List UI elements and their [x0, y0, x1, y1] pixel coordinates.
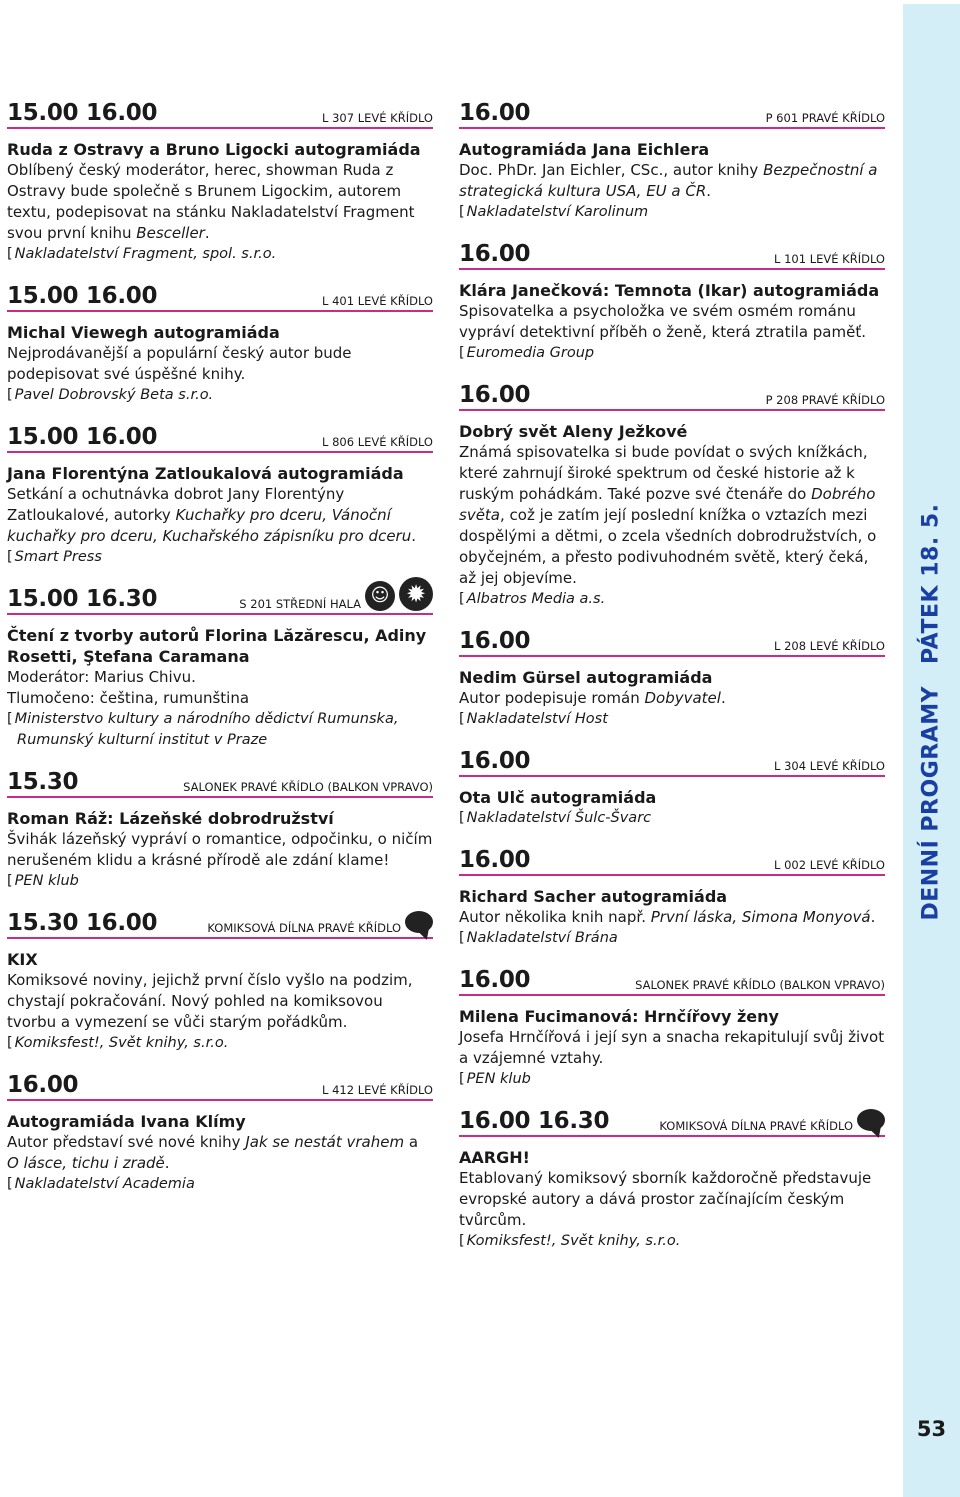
star-burst-icon: ✹ — [399, 577, 433, 611]
event-venue: KOMIKSOVÁ DÍLNA PRAVÉ KŘÍDLO — [659, 1119, 853, 1133]
event-header — [7, 580, 433, 615]
venue-group — [774, 858, 885, 872]
speech-bubble-icon — [857, 1109, 885, 1131]
description-segment: Besceller — [136, 224, 205, 242]
section-label: DENNÍ PROGRAMY — [918, 685, 944, 921]
event-time: 15.00 16.00 — [7, 283, 158, 309]
bracket-mark: [ — [459, 1233, 465, 1249]
event-entry — [459, 382, 885, 610]
event-description — [459, 688, 885, 709]
description-segment: Autor podepisuje román — [459, 689, 645, 707]
publisher-name: Nakladatelství Fragment, spol. s.r.o. — [14, 246, 277, 262]
event-title: Roman Ráž: Lázeňské dobrodružství — [7, 809, 334, 828]
description-segment: Jak se nestát vrahem — [245, 1133, 405, 1151]
event-title: Nedim Gürsel autogramiáda — [459, 668, 713, 687]
event-title: Autogramiáda Jana Eichlera — [459, 140, 710, 159]
event-venue: L 401 LEVÉ KŘÍDLO — [322, 294, 433, 308]
event-entry — [7, 580, 433, 751]
event-publisher — [7, 1174, 433, 1195]
event-header — [7, 769, 433, 798]
bracket-mark: [ — [7, 1176, 13, 1192]
event-entry — [7, 424, 433, 568]
event-publisher — [459, 808, 885, 829]
event-title: Milena Fucimanová: Hrnčířovy ženy — [459, 1007, 779, 1026]
event-publisher — [459, 589, 885, 610]
event-venue: P 208 PRAVÉ KŘÍDLO — [765, 393, 885, 407]
publisher-name: Nakladatelství Brána — [466, 930, 618, 946]
publisher-name: Nakladatelství Šulc-Švarc — [466, 810, 652, 826]
event-description — [459, 907, 885, 928]
event-time: 16.00 16.30 — [459, 1108, 610, 1134]
description-segment: Spisovatelka a psycholožka ve svém osmém románu vypráví detektivní příběh o ženě, která ztratila paměť. — [459, 302, 866, 341]
event-title: Ruda z Ostravy a Bruno Ligocki autogramiáda — [7, 140, 421, 159]
side-label — [919, 503, 944, 920]
event-time: 15.30 — [7, 769, 79, 795]
event-time: 16.00 — [459, 382, 531, 408]
event-description — [459, 160, 885, 202]
speech-bubble-icon — [405, 911, 433, 933]
description-segment: . — [411, 527, 417, 545]
event-venue: L 208 LEVÉ KŘÍDLO — [774, 639, 885, 653]
page-number: 53 — [916, 1417, 947, 1441]
event-publisher — [459, 202, 885, 223]
event-description — [459, 301, 885, 343]
left-column — [7, 100, 433, 1213]
publisher-name: Rumunský kulturní institut v Praze — [17, 732, 268, 748]
event-description — [459, 442, 885, 589]
bracket-mark: [ — [7, 873, 13, 889]
event-time: 16.00 — [459, 967, 531, 993]
event-header — [7, 424, 433, 453]
event-publisher — [7, 385, 433, 406]
event-entry — [7, 910, 433, 1054]
event-entry — [459, 748, 885, 829]
event-venue: L 806 LEVÉ KŘÍDLO — [322, 435, 433, 449]
description-segment: . — [204, 224, 210, 242]
event-header — [459, 1108, 885, 1137]
event-description — [7, 160, 433, 244]
description-segment: Dobrého světa — [459, 485, 876, 524]
bracket-mark: [ — [7, 1035, 13, 1051]
event-header — [459, 748, 885, 777]
event-header — [459, 382, 885, 411]
event-time: 16.00 — [459, 748, 531, 774]
description-segment: Oblíbený český moderátor, herec, showman Ruda z Ostravy bude společně s Brunem Ligockim, autorem textu, podepisovat na stánku Nakladatelství Fragment svou první knihu — [7, 161, 415, 242]
bracket-mark: [ — [7, 549, 13, 565]
event-header — [459, 847, 885, 876]
event-description — [7, 343, 433, 385]
description-segment: . — [164, 1154, 170, 1172]
event-time: 16.00 — [459, 100, 531, 126]
publisher-name: Nakladatelství Academia — [14, 1176, 195, 1192]
event-publisher — [459, 928, 885, 949]
event-header — [459, 628, 885, 657]
event-publisher — [459, 343, 885, 364]
description-segment: Josefa Hrnčířová i její syn a snacha rekapitulují svůj život a vzájemné vztahy. — [459, 1028, 885, 1067]
event-time: 16.00 — [459, 241, 531, 267]
event-description — [7, 484, 433, 547]
publisher-name: Komiksfest!, Svět knihy, s.r.o. — [14, 1035, 229, 1051]
venue-group — [183, 780, 433, 794]
event-description — [7, 829, 433, 871]
description-segment: První láska, Simona Monyová — [650, 908, 871, 926]
description-segment: Švihák lázeňský vypráví o romantice, odpočinku, o ničím nerušeném klidu a krásné přírodě ale zdání klame! — [7, 830, 433, 869]
event-time: 16.00 — [459, 628, 531, 654]
event-title: Ota Ulč autogramiáda — [459, 788, 657, 807]
event-header — [459, 967, 885, 996]
event-venue: L 002 LEVÉ KŘÍDLO — [774, 858, 885, 872]
event-time: 15.30 16.00 — [7, 910, 158, 936]
venue-group — [774, 639, 885, 653]
event-entry — [459, 241, 885, 364]
description-segment: O lásce, tichu i zradě — [7, 1154, 165, 1172]
event-venue: L 307 LEVÉ KŘÍDLO — [322, 111, 433, 125]
event-entry — [459, 1108, 885, 1252]
event-venue: SALONEK PRAVÉ KŘÍDLO (BALKON VPRAVO) — [183, 780, 433, 794]
venue-group — [659, 1109, 885, 1133]
event-title: Richard Sacher autogramiáda — [459, 887, 728, 906]
event-publisher — [7, 244, 433, 265]
venue-group — [774, 759, 885, 773]
event-entry — [7, 283, 433, 406]
description-segment: a — [404, 1133, 419, 1151]
event-publisher — [459, 1231, 885, 1252]
event-header — [7, 283, 433, 312]
event-publisher — [7, 547, 433, 568]
description-segment: Dobyvatel — [644, 689, 721, 707]
event-title: Michal Viewegh autogramiáda — [7, 323, 280, 342]
event-description — [459, 1027, 885, 1069]
description-segment: Moderátor: Marius Chivu. — [7, 668, 196, 686]
description-segment: Známá spisovatelka si bude povídat o svých knížkách, které zahrnují široké spektrum od české historie až k ruským pohádkám. Také pozve své čtenáře do — [459, 443, 868, 503]
event-title: Autogramiáda Ivana Klímy — [7, 1112, 246, 1131]
event-entry — [7, 1072, 433, 1195]
event-time: 15.00 16.00 — [7, 100, 158, 126]
bracket-mark: [ — [459, 345, 465, 361]
description-segment: . — [706, 182, 712, 200]
description-segment: Nejprodávanější a populární český autor bude podepisovat své úspěšné knihy. — [7, 344, 352, 383]
reading-head-icon: ☺ — [365, 581, 395, 611]
venue-group — [322, 435, 433, 449]
publisher-name: Nakladatelství Host — [466, 711, 608, 727]
venue-group — [766, 111, 885, 125]
event-title: Klára Janečková: Temnota (Ikar) autogramiáda — [459, 281, 880, 300]
event-header — [7, 100, 433, 129]
description-segment: , což je zatím její poslední knížka o vztazích mezi dospělými a dětmi, o zcela všedních dobrodružstvích, o obyčejném, a přesto podivuhodném světě, který čeká, až jej objevíme. — [459, 506, 877, 587]
event-title: KIX — [7, 950, 38, 969]
event-publisher — [7, 709, 433, 730]
publisher-name: Pavel Dobrovský Beta s.r.o. — [14, 387, 214, 403]
bracket-mark: [ — [459, 1071, 465, 1087]
publisher-name: PEN klub — [466, 1071, 531, 1087]
bracket-mark: [ — [7, 387, 13, 403]
description-segment: Autor představí své nové knihy — [7, 1133, 246, 1151]
event-entry — [459, 628, 885, 730]
event-venue: S 201 STŘEDNÍ HALA — [239, 597, 361, 611]
venue-group — [322, 111, 433, 125]
event-header — [7, 1072, 433, 1101]
description-segment: Tlumočeno: čeština, rumunština — [7, 689, 250, 707]
publisher-name: PEN klub — [14, 873, 79, 889]
event-description — [7, 1132, 433, 1174]
description-segment: Etablovaný komiksový sborník každoročně představuje evropské autory a dává prostor začínajícím českým tvůrcům. — [459, 1169, 872, 1229]
description-segment: Bezpečnostní a strategická kultura USA, EU a ČR — [459, 161, 878, 200]
publisher-name: Albatros Media a.s. — [466, 591, 606, 607]
venue-group — [766, 393, 885, 407]
description-segment: Doc. PhDr. Jan Eichler, CSc., autor knihy — [459, 161, 764, 179]
event-venue: L 304 LEVÉ KŘÍDLO — [774, 759, 885, 773]
event-time: 15.00 16.30 — [7, 586, 158, 612]
event-publisher — [459, 709, 885, 730]
event-time: 16.00 — [459, 847, 531, 873]
event-venue: L 412 LEVÉ KŘÍDLO — [322, 1083, 433, 1097]
event-header — [459, 241, 885, 270]
bracket-mark: [ — [459, 204, 465, 220]
event-title: Jana Florentýna Zatloukalová autogramiáda — [7, 464, 404, 483]
event-time: 15.00 16.00 — [7, 424, 158, 450]
bracket-mark: [ — [459, 930, 465, 946]
venue-group — [239, 577, 433, 611]
description-segment: Setkání a ochutnávka dobrot Jany Florentýny Zatloukalové, autorky — [7, 485, 345, 524]
bracket-mark: [ — [459, 810, 465, 826]
event-entry — [459, 100, 885, 223]
venue-group — [322, 294, 433, 308]
day-label: PÁTEK 18. 5. — [918, 503, 944, 664]
event-entry — [7, 769, 433, 892]
publisher-name: Ministerstvo kultury a národního dědictví Rumunska, — [14, 711, 399, 727]
description-segment: . — [720, 689, 726, 707]
bracket-mark: [ — [7, 246, 13, 262]
venue-group — [322, 1083, 433, 1097]
event-title: AARGH! — [459, 1148, 530, 1167]
description-segment: Kuchařky pro dceru, Vánoční kuchařky pro dceru, Kuchařského zápisníku pro dceru — [7, 506, 412, 545]
event-header — [459, 100, 885, 129]
bracket-mark: [ — [459, 591, 465, 607]
event-time: 16.00 — [7, 1072, 79, 1098]
event-description — [7, 667, 433, 709]
event-venue: SALONEK PRAVÉ KŘÍDLO (BALKON VPRAVO) — [635, 978, 885, 992]
event-entry — [459, 967, 885, 1090]
venue-group — [207, 911, 433, 935]
right-column — [459, 100, 885, 1270]
event-entry — [459, 847, 885, 949]
publisher-name: Smart Press — [14, 549, 102, 565]
description-segment: Autor několika knih např. — [459, 908, 651, 926]
event-publisher-continued — [7, 730, 433, 751]
event-publisher — [7, 871, 433, 892]
description-segment: Komiksové noviny, jejichž první číslo vyšlo na podzim, chystají pokračování. Nový pohled na komiksovou tvorbu a vymezení se vůči starým pořádkům. — [7, 971, 413, 1031]
event-venue: L 101 LEVÉ KŘÍDLO — [774, 252, 885, 266]
event-title: Čtení z tvorby autorů Florina Lăzărescu, Adiny Rosetti, Ştefana Caramana — [7, 626, 427, 666]
event-publisher — [459, 1069, 885, 1090]
venue-group — [635, 978, 885, 992]
event-description — [459, 1168, 885, 1231]
event-header — [7, 910, 433, 939]
publisher-name: Komiksfest!, Svět knihy, s.r.o. — [466, 1233, 681, 1249]
description-segment: . — [870, 908, 876, 926]
bracket-mark: [ — [7, 711, 13, 727]
event-description — [7, 970, 433, 1033]
event-venue: P 601 PRAVÉ KŘÍDLO — [765, 111, 885, 125]
publisher-name: Euromedia Group — [466, 345, 595, 361]
bracket-mark: [ — [459, 711, 465, 727]
venue-group — [774, 252, 885, 266]
publisher-name: Nakladatelství Karolinum — [466, 204, 649, 220]
event-publisher — [7, 1033, 433, 1054]
event-venue: KOMIKSOVÁ DÍLNA PRAVÉ KŘÍDLO — [207, 921, 401, 935]
event-entry — [7, 100, 433, 265]
event-title: Dobrý svět Aleny Ježkové — [459, 422, 688, 441]
